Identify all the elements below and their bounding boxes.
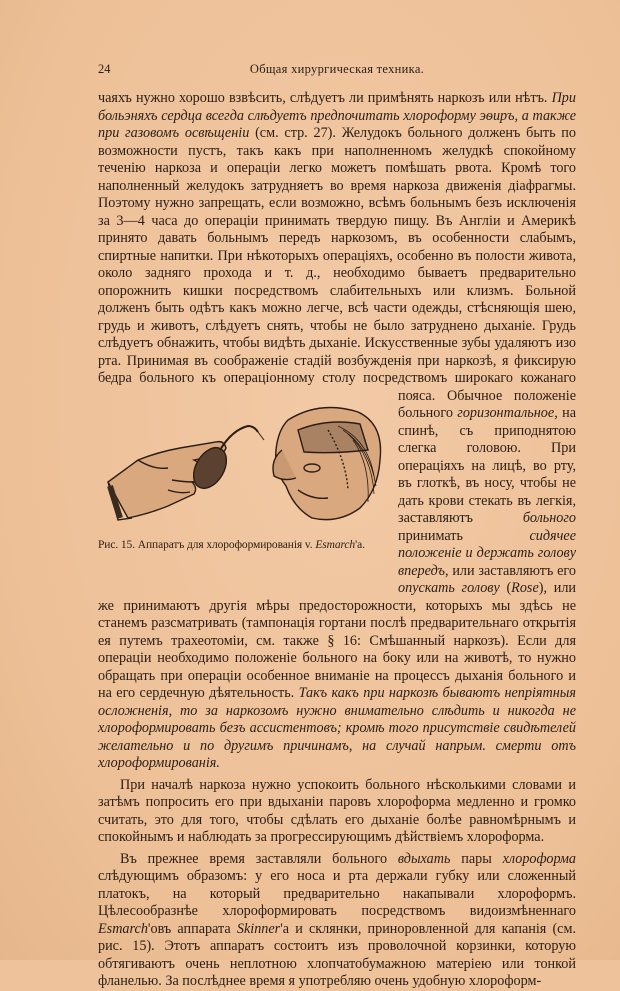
paragraph-3-run: Esmarch	[98, 920, 148, 937]
paragraph-3-run: пары	[450, 850, 503, 867]
paragraph-1-run: , или заставляютъ его	[444, 562, 576, 579]
paragraph-1-run: принимать	[398, 527, 530, 544]
paragraph-3-run: Въ прежнее время заставляли больного	[120, 850, 398, 867]
figure-15	[98, 390, 388, 585]
paragraph-1-run: чаяхъ нужно хорошо взвѣсить, слѣдуетъ ли примѣнять наркозъ или нѣтъ.	[98, 90, 552, 106]
page-number: 24	[98, 62, 111, 76]
paragraph-1-run: больного	[522, 510, 576, 526]
patient-head-with-mask	[273, 407, 381, 519]
paragraph-1-run: , на спинѣ, съ приподнятою слегка головою. При операціяхъ на лицѣ, во рту, въ глоткѣ, въ носу, чтобы не дать крови стекать въ легкія, заставляютъ	[398, 405, 576, 526]
caption-suffix: 'а.	[355, 538, 365, 551]
paragraph-1-run: Такъ какъ при наркозѣ бываютъ непріятныя осложненія, то за наркозомъ нужно внимательно слѣдить и никогда не хлороформировать безъ ассистентовъ; кромѣ того присутствіе свидѣтелей желательно и по другимъ причинамъ, на случай напрым. смерти отъ хлороформированія.	[98, 685, 576, 771]
paragraph-1-run: горизонтальное	[457, 405, 555, 421]
paragraph-3-run: 'а и склянки, приноровленной для капанія (см. рис. 15). Этотъ аппаратъ состоитъ изъ проволочной корзинки, которую обтягиваютъ очень неплотною хлопчатобумажною матеріею или тонкой фланелью. За послѣднее время я употребляю очень удобную хлороформ-	[98, 920, 577, 989]
body-text	[98, 90, 576, 991]
paragraph-1-run: опускать голову	[398, 580, 500, 596]
caption-name: Esmarch	[315, 538, 356, 551]
paragraph-1-run: Rose	[511, 580, 539, 596]
paragraph-1-run: Обычное положеніе больного	[398, 387, 576, 421]
caption-prefix: Рис. 15. Аппаратъ для хлороформированія v.	[98, 538, 316, 551]
page-header	[98, 62, 576, 78]
paragraph-3-run: 'овъ аппарата	[147, 920, 237, 937]
paragraph-1-run: (см. стр. 27). Желудокъ больного долженъ быть по возможности пустъ, такъ какъ при наполненномъ желудкѣ спокойному теченію наркоза и операціи легко можетъ помѣшать рвота. Кромѣ того наполненный желудокъ затрудняетъ во время наркоза движенія діафрагмы. Поэтому нужно запрещать, если возможно, всѣмъ больнымъ безъ исключенія за 3—4 часа до операціи принимать твердую пищу. Въ Англіи и Америкѣ принято давать больнымъ передъ наркозомъ, въ особенности слабымъ, спиртные напитки. При нѣкоторыхъ операціяхъ, особенно въ полости живота, около задняго прохода и т. д., необходимо бываетъ предварительно опорожнить кишки посредствомъ слабительныхъ или клизмъ. Больной долженъ быть одѣтъ какъ можно легче, всѣ части одежды, стѣсняющія шею, грудь и животъ, слѣдуетъ снять, чтобы не было затруднено дыханіе. Грудь слѣдуетъ обнажить, чтобы видѣть дыханіе. Искусственные зубы удаляютъ изо рта. Принимая въ соображеніе стадій возбужденія при наркозѣ, я фиксирую бедра больного къ операціонному столу посредствомъ широкаго кожанаго пояса.	[98, 125, 576, 404]
paragraph-3-run: Skinner	[236, 920, 281, 937]
paragraph-3-run: слѣдующимъ образомъ: у его носа и рта держали губку или сложенный платокъ, на который предварительно накапывали хлороформъ. Цѣлесообразнѣе хлороформировать посредствомъ видоизмѣненнаго	[98, 868, 576, 919]
paragraph-1-run: сидячее положеніе и держать голову впередъ	[398, 527, 576, 579]
paragraph-3-run: хлороформа	[502, 850, 577, 867]
hand-with-dropper-bottle	[108, 426, 264, 520]
esmarch-apparatus-illustration	[98, 390, 388, 535]
figure-caption	[98, 538, 388, 552]
paragraph-3-run: вдыхать	[397, 850, 451, 867]
paragraph-2: При началѣ наркоза нужно успокоить больного нѣсколькими словами и затѣмъ попросить его при вдыханіи паровъ хлороформа медленно и громко считать, это для того, чтобы сдѣлать его дыханіе болѣе равномѣрнымъ и спокойнымъ и наблюдать за прогрессирующимъ дѣйствіемъ хлороформа.	[98, 776, 576, 845]
paragraph-1-run: При больэняхъ сердца всегда слѣдуетъ предпочитать хлороформу эѳиръ, а также при газовомъ освѣщеніи	[98, 90, 576, 141]
paragraph-1-run: ), или же принимаютъ другія мѣры предосторожности, которыхъ мы здѣсь не станемъ разсматривать (тампонація гортани послѣ предварительнаго открытія ея путемъ трахеотоміи, см. также § 16: Смѣшанный наркозъ). Если для операціи необходимо положеніе больного на боку или на животѣ, то нужно обращать при операціи особенное вниманіе на процессъ дыханія больного и на его сердечную дѣятельность.	[98, 580, 576, 701]
paragraph-3	[98, 851, 576, 991]
paragraph-1-run: (	[499, 580, 512, 596]
paragraph-1	[98, 90, 576, 773]
running-title: Общая хирургическая техника.	[249, 62, 425, 76]
